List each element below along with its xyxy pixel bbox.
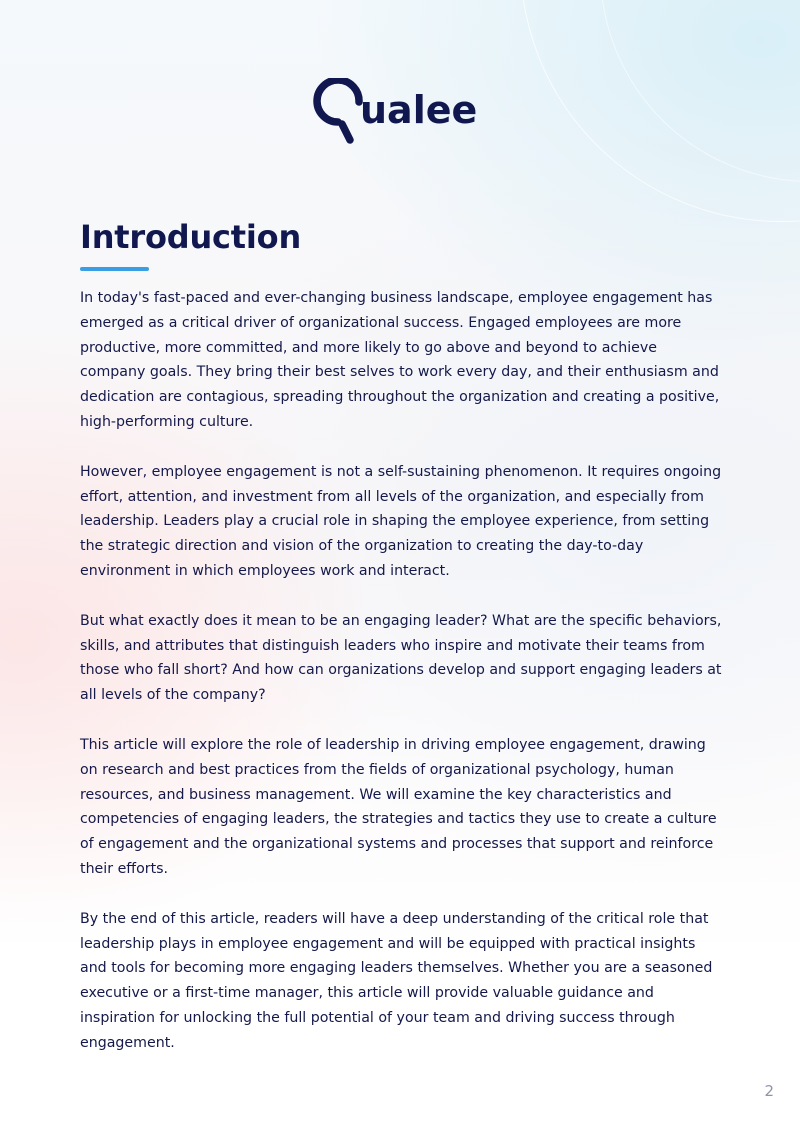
qualee-logo bbox=[312, 78, 492, 144]
paragraph: This article will explore the role of leadership in driving employee engagement, drawing on research and best practices from the fields of organizational psychology, human resources, and business management. We will examine the key characteristics and competencies of engaging leaders, the strategies and tactics they use to create a culture of engagement and the organizational systems and processes that support and reinforce their efforts. bbox=[80, 736, 717, 877]
page-title: Introduction bbox=[80, 218, 302, 256]
article-body bbox=[80, 286, 725, 1081]
paragraph: But what exactly does it mean to be an engaging leader? What are the specific behaviors, skills, and attributes that distinguish leaders who inspire and motivate their teams from those who fall short? And how can organizations develop and support engaging leaders at all levels of the company? bbox=[80, 612, 722, 704]
paragraph: In today's fast-paced and ever-changing business landscape, employee engagement has emerged as a critical driver of organizational success. Engaged employees are more productive, more committed, and more likely to go above and beyond to achieve company goals. They bring their best selves to work every day, and their enthusiasm and dedication are contagious, spreading throughout the organization and creating a positive, high-performing culture. bbox=[80, 290, 720, 430]
paragraph: However, employee engagement is not a self-sustaining phenomenon. It requires ongoing effort, attention, and investment from all levels of the organization, and especially from leadership. Leaders play a crucial role in shaping the employee experience, from setting the strategic direction and vision of the organization to creating the day-to-day environment in which employees work and interact. bbox=[80, 463, 722, 579]
title-underline bbox=[80, 267, 149, 271]
logo-wordmark: ualee bbox=[360, 88, 478, 132]
paragraph: By the end of this article, readers will have a deep understanding of the critical role that leadership plays in employee engagement and will be equipped with practical insights and tools for becoming more engaging leaders themselves. Whether you are a seasoned executive or a first-time manager, this article will provide valuable guidance and inspiration for unlocking the full potential of your team and driving success through engagement. bbox=[80, 910, 713, 1051]
page-number: 2 bbox=[764, 1082, 774, 1100]
